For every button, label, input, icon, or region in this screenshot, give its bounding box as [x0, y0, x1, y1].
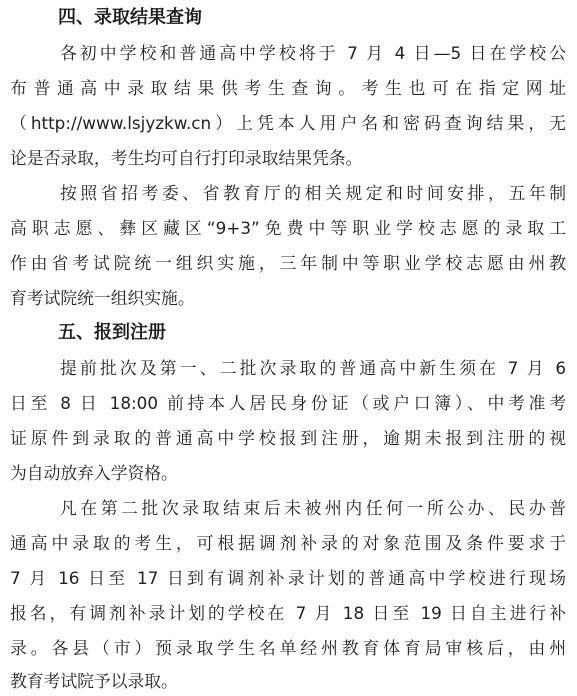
section-5-para-2-line-4: 报名，有调剂补录计划的学校在 7 月 18 日至 19 日自主进行补: [10, 603, 566, 623]
section-5-heading: 五、报到注册: [58, 322, 166, 343]
section-4-para-2-line-3: 作由省考试院统一组织实施，三年制中等职业学校志愿由州教: [10, 253, 566, 273]
section-5-para-1-line-2: 日至 8 日 18:00 前持本人居民身份证（或户口簿）、中考准考: [10, 393, 566, 413]
section-4-para-1-line-1: 各初中学校和普通高中学校将于 7 月 4 日—5 日在学校公: [60, 43, 566, 63]
section-5-para-2-line-1: 凡在第二批次录取结束后未被州内任何一所公办、民办普: [60, 498, 566, 518]
section-5-para-1-line-3: 证原件到录取的普通高中学校报到注册，逾期未报到注册的视: [10, 428, 566, 448]
section-4-para-2-line-1: 按照省招考委、省教育厅的相关规定和时间安排，五年制: [60, 183, 566, 203]
section-4-para-1-line-4: 论是否录取，考生均可自行打印录取结果凭条。: [10, 148, 363, 168]
section-5-para-2-line-2: 通高中录取的考生，可根据调剂补录的对象范围及条件要求于: [10, 533, 566, 553]
section-5-para-1-line-1: 提前批次及第一、二批次录取的普通高中新生须在 7 月 6: [60, 358, 566, 378]
section-5-para-2-line-6: 教育考试院予以录取。: [10, 671, 178, 691]
section-4-para-1-line-3: （http://www.lsjyzkw.cn）上凭本人用户名和密码查询结果，无: [10, 113, 566, 133]
section-5-para-2-line-5: 录。各县（市）预录取学生名单经州教育体育局审核后，由州: [10, 638, 566, 658]
section-4-para-2-line-4: 育考试院统一组织实施。: [10, 288, 195, 308]
section-4-heading: 四、录取结果查询: [58, 7, 202, 28]
section-4-para-1-line-2: 布普通高中录取结果供考生查询。考生也可在指定网址: [10, 78, 566, 98]
section-4-para-2-line-2: 高职志愿、彝区藏区“9+3”免费中等职业学校志愿的录取工: [10, 218, 566, 238]
section-5-para-2-line-3: 7 月 16 日至 17 日到有调剂补录计划的普通高中学校进行现场: [10, 568, 566, 588]
section-5-para-1-line-4: 为自动放弃入学资格。: [10, 463, 178, 483]
